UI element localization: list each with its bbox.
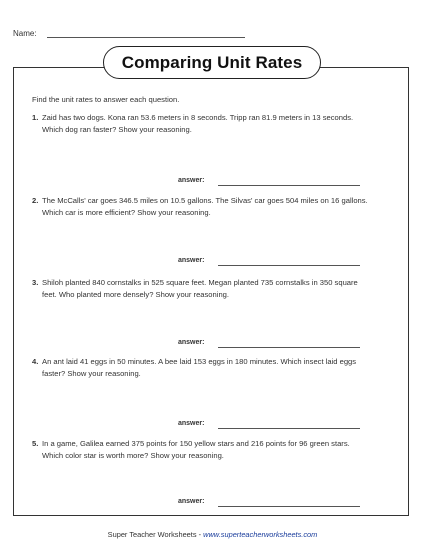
question-text: In a game, Galilea earned 375 points for 150 yellow stars and 216 points for 96 green stars. Which color star is worth more? Show your reasoning. [42,439,350,460]
question-number: 1. [32,113,39,122]
question-4 [32,356,372,379]
page-title: Comparing Unit Rates [103,46,321,79]
answer-label: answer: [178,339,205,346]
answer-line[interactable] [218,185,360,186]
question-text: The McCalls' car goes 346.5 miles on 10.5 gallons. The Silvas' car goes 504 miles on 16 gallons. Which car is more efficient? Show your reasoning. [42,196,368,217]
question-text: Shiloh planted 840 cornstalks in 525 square feet. Megan planted 735 cornstalks in 350 square feet. Who planted more densely? Show your reasoning. [42,278,358,299]
question-3 [32,277,372,300]
question-2 [32,195,372,218]
answer-label: answer: [178,498,205,505]
question-number: 5. [32,439,39,448]
answer-row-1 [178,177,360,187]
footer-site-link[interactable]: www.superteacherworksheets.com [203,530,318,539]
answer-row-2 [178,257,360,267]
answer-line[interactable] [218,428,360,429]
answer-label: answer: [178,257,205,264]
question-text: An ant laid 41 eggs in 50 minutes. A bee laid 153 eggs in 180 minutes. Which insect laid eggs faster? Show your reasoning. [42,357,357,378]
question-1 [32,112,372,135]
answer-row-4 [178,420,360,430]
answer-line[interactable] [218,506,360,507]
answer-line[interactable] [218,265,360,266]
answer-label: answer: [178,420,205,427]
answer-label: answer: [178,177,205,184]
question-number: 2. [32,196,39,205]
name-line[interactable] [47,37,245,38]
question-text: Zaid has two dogs. Kona ran 53.6 meters in 8 seconds. Tripp ran 81.9 meters in 13 seconds. Which dog ran faster? Show your reasoning. [42,113,354,134]
instructions: Find the unit rates to answer each question. [32,95,180,104]
footer-separator: - [196,530,204,539]
question-number: 4. [32,357,39,366]
answer-row-5 [178,498,360,508]
answer-line[interactable] [218,347,360,348]
question-5 [32,438,372,461]
name-label: Name: [13,29,37,38]
footer [0,530,425,539]
question-number: 3. [32,278,39,287]
footer-brand: Super Teacher Worksheets [107,530,197,539]
answer-row-3 [178,339,360,349]
